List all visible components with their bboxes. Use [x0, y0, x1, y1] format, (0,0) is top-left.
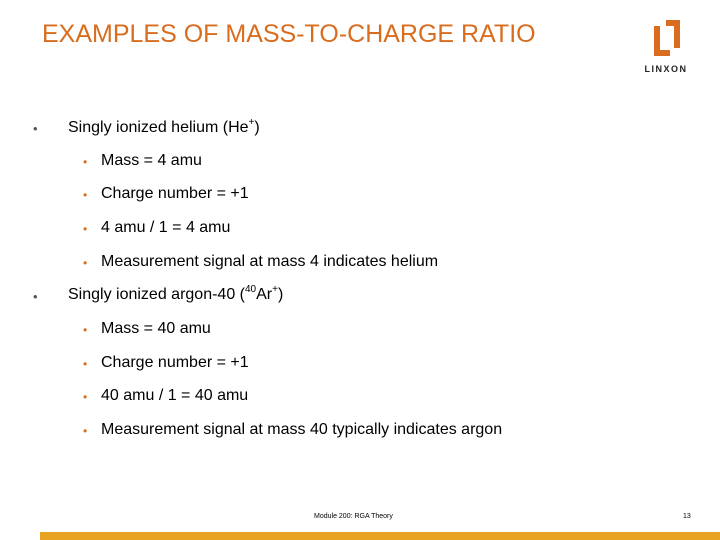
- sub-bullet: 40 amu / 1 = 40 amu: [101, 387, 249, 404]
- linxon-logo: [636, 18, 696, 74]
- sub-bullet-marker: •: [83, 323, 88, 337]
- sub-bullet-marker: •: [83, 155, 88, 169]
- sub-bullet: 4 amu / 1 = 4 amu: [101, 219, 231, 236]
- sub-bullet-marker: •: [83, 222, 88, 236]
- bullet-helium: Singly ionized helium (He+): [68, 117, 260, 136]
- logo-text: LINXON: [644, 64, 688, 74]
- sub-bullet-marker: •: [83, 256, 88, 270]
- sub-bullet-marker: •: [83, 424, 88, 438]
- logo-bracket-icon: [652, 18, 682, 58]
- sub-bullet-marker: •: [83, 390, 88, 404]
- bullet-marker: •: [33, 289, 38, 304]
- sub-bullet-marker: •: [83, 188, 88, 202]
- sub-bullet: Mass = 4 amu: [101, 152, 202, 169]
- footer-module-label: Module 200: RGA Theory: [314, 513, 393, 520]
- sub-bullet: Measurement signal at mass 40 typically indicates argon: [101, 421, 503, 438]
- bullet-argon: Singly ionized argon-40 ($^{40}$Ar+): [68, 284, 284, 303]
- sub-bullet: Measurement signal at mass 4 indicates helium: [101, 253, 439, 270]
- sub-bullet-marker: •: [83, 357, 88, 371]
- sub-bullet: Mass = 40 amu: [101, 320, 211, 337]
- footer-bar: [40, 532, 720, 540]
- page-number: 13: [683, 513, 691, 520]
- bullet-marker: •: [33, 121, 38, 136]
- sub-bullet: Charge number = +1: [101, 185, 249, 202]
- slide-title: EXAMPLES OF MASS-TO-CHARGE RATIO: [42, 20, 536, 48]
- sub-bullet: Charge number = +1: [101, 354, 249, 371]
